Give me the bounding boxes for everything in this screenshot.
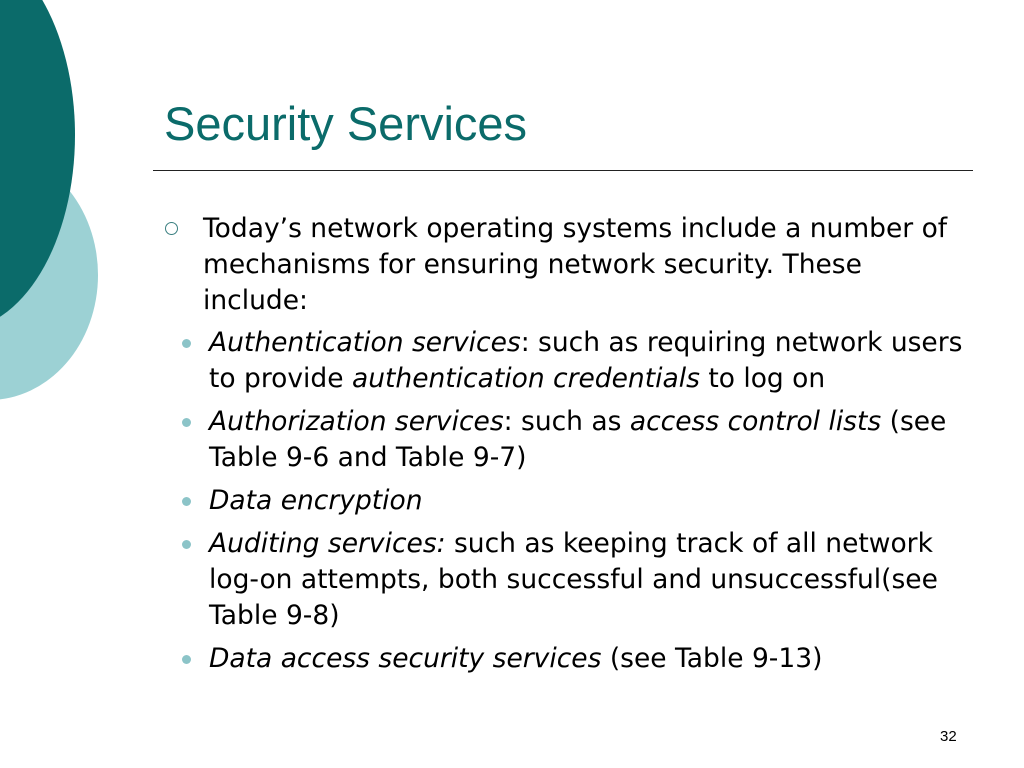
item-term: Auditing services: — [209, 528, 446, 559]
list-item — [165, 483, 965, 519]
list-item — [165, 404, 965, 476]
bullet-dot-icon — [182, 655, 191, 664]
item-text: : such as — [503, 406, 630, 437]
list-item — [165, 526, 965, 634]
item-term-secondary: authentication credentials — [351, 363, 700, 394]
item-term: Data encryption — [209, 485, 423, 516]
sub-bullet-list — [165, 325, 965, 677]
slide-title: Security Services — [164, 97, 528, 150]
item-text: to log on — [699, 363, 826, 394]
list-item — [165, 641, 965, 677]
item-term-secondary: access control lists — [629, 406, 882, 437]
item-text: (see Table 9-6 and Table 9-7) — [209, 406, 947, 473]
hollow-bullet-icon — [165, 222, 178, 235]
item-term: Authorization services — [209, 406, 504, 437]
item-term: Authentication services — [209, 327, 521, 358]
list-item — [165, 325, 965, 397]
bullet-dot-icon — [182, 497, 191, 506]
intro-text: Today’s network operating systems include a number of mechanisms for ensuring network security. These include: — [203, 213, 948, 316]
item-text: : such as requiring network users to provide — [209, 327, 963, 394]
item-term: Data access security services — [209, 643, 602, 674]
page-number: 32 — [940, 728, 957, 745]
bullet-dot-icon — [182, 339, 191, 348]
bullet-dot-icon — [182, 418, 191, 427]
bullet-dot-icon — [182, 540, 191, 549]
bullet-level1 — [165, 211, 965, 319]
title-divider — [153, 170, 973, 171]
item-text: such as keeping track of all network log-on attempts, both successful and unsuccessful(see Table 9-8) — [209, 528, 938, 631]
slide-body — [165, 211, 965, 684]
item-text: (see Table 9-13) — [601, 643, 823, 674]
